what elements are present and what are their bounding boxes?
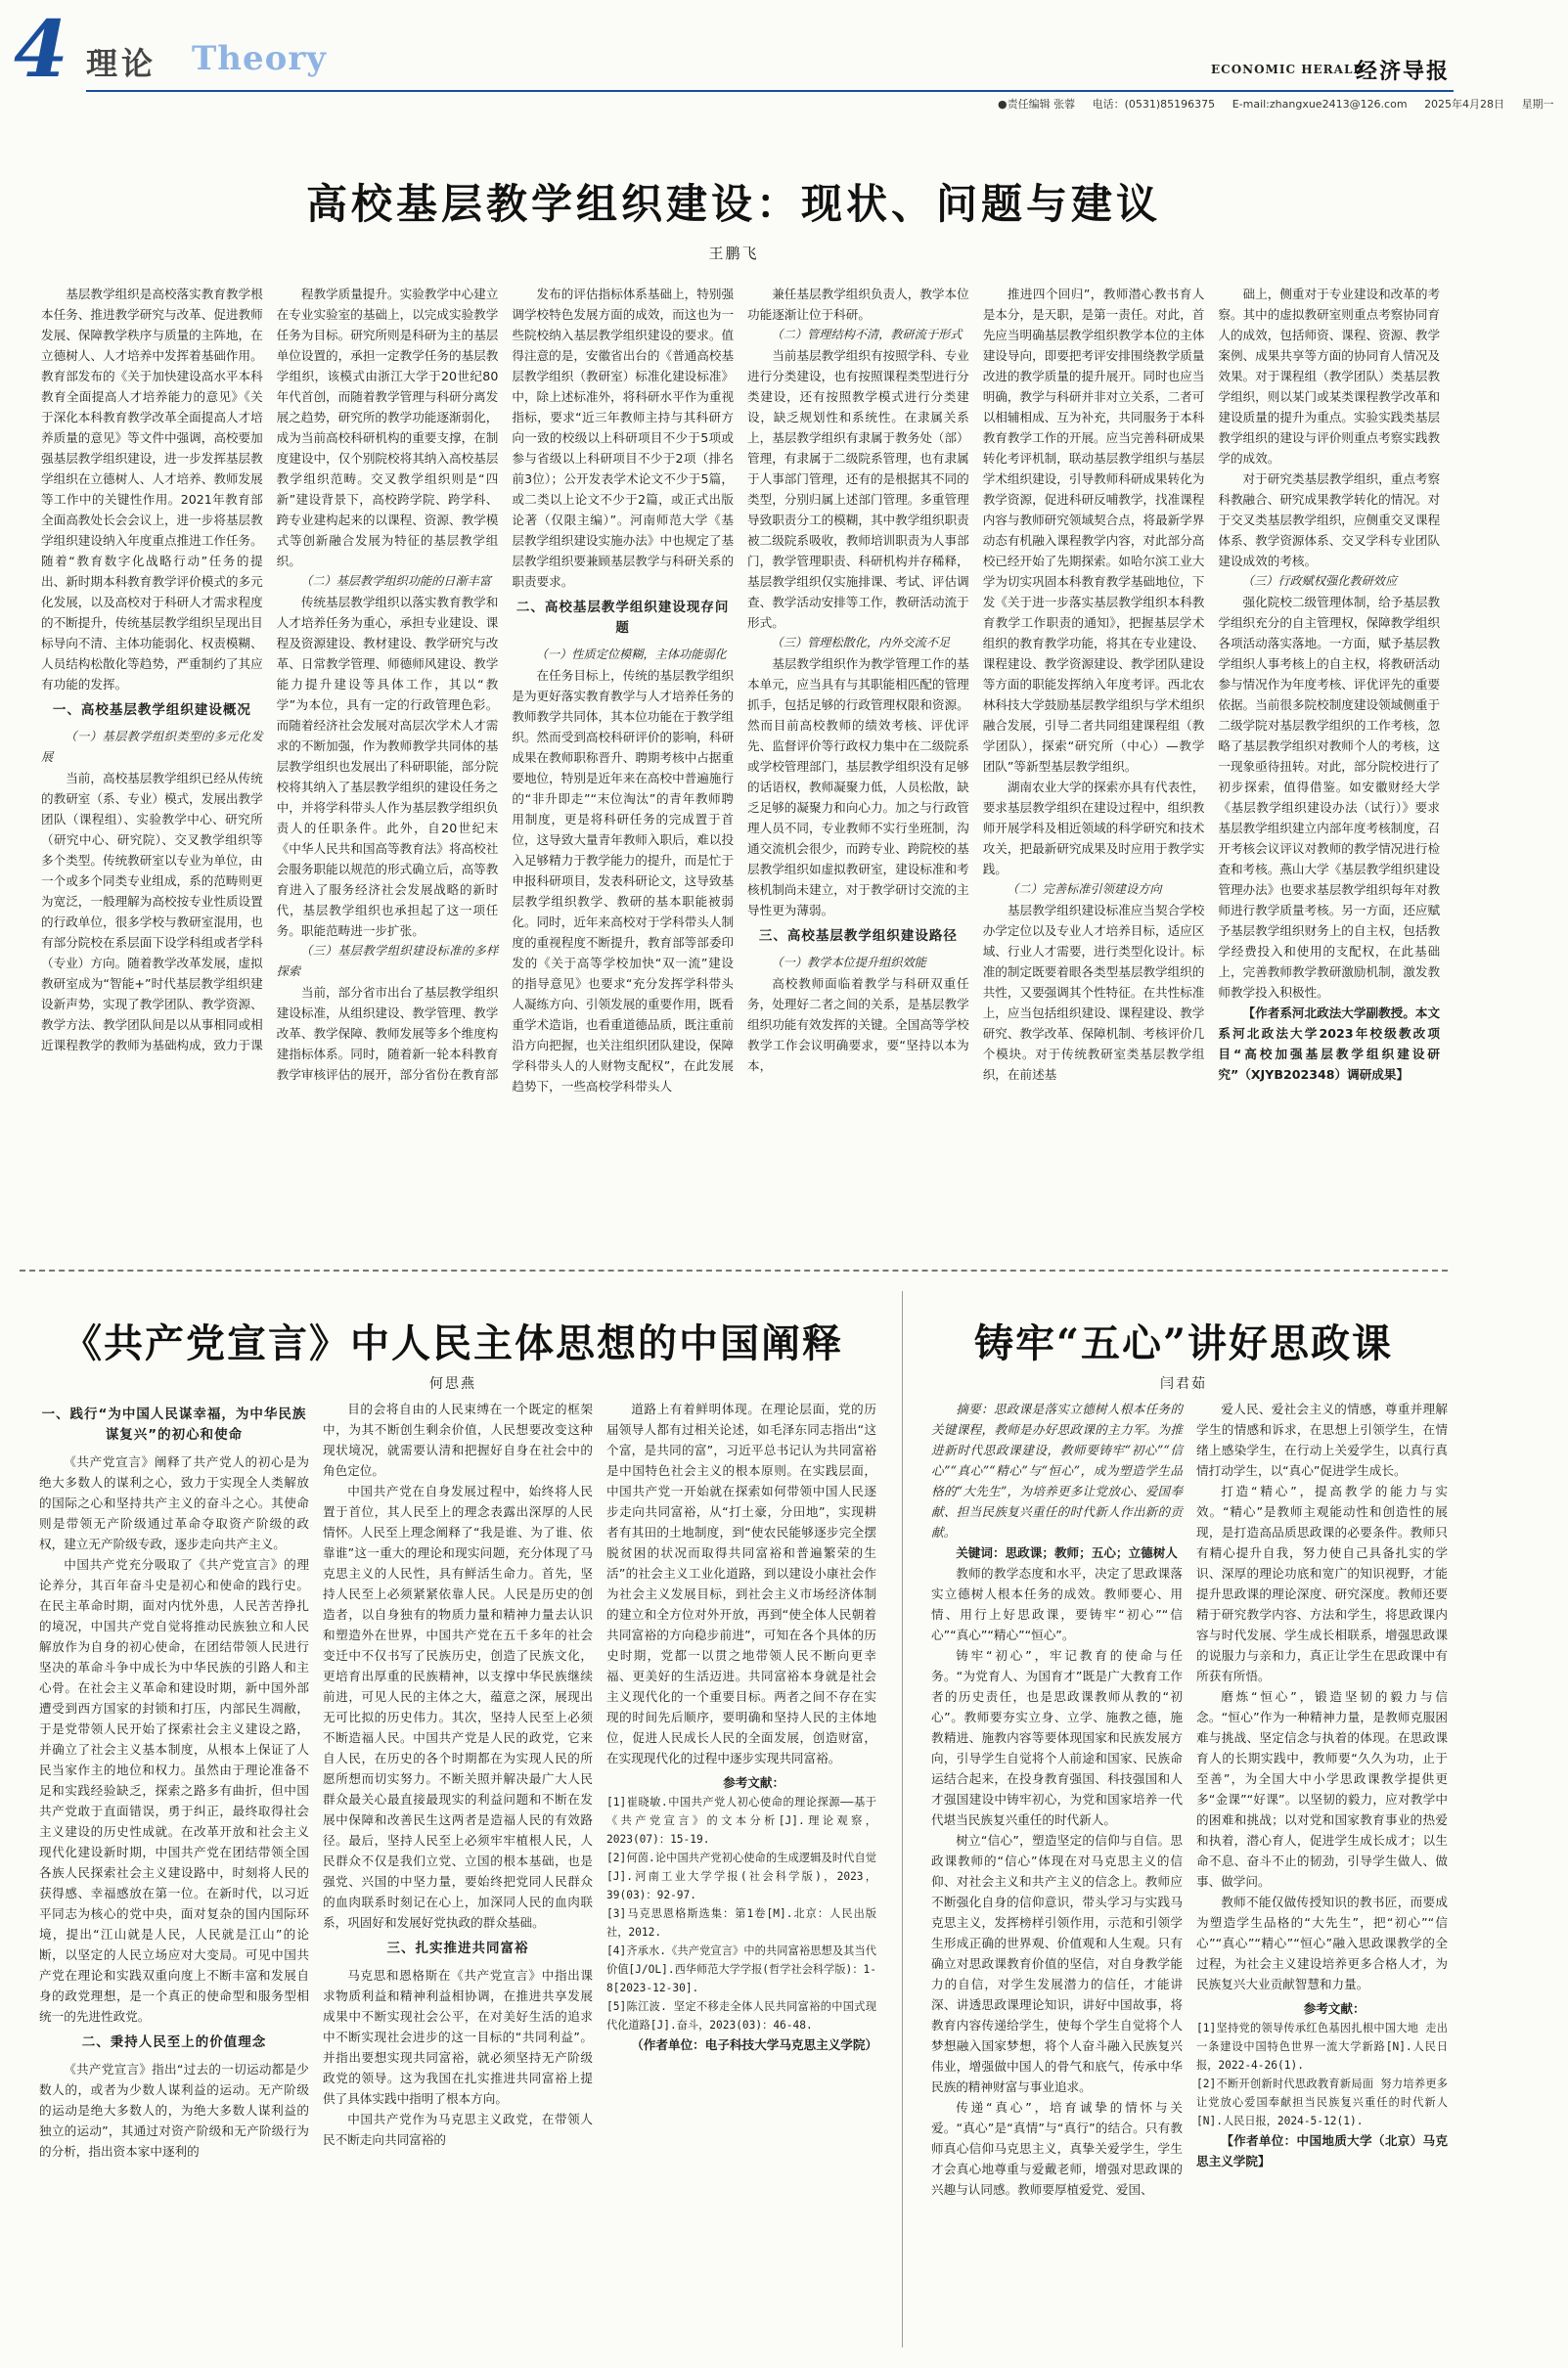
masthead-rule — [86, 90, 1454, 92]
paragraph: 当前，部分省市出台了基层教学组织建设标准，从组织建设、教学管理、教学改革、教学保障、教师发展等多个维度构建指标体系。同时，随着新一轮本科教育教学审核评估的展开，部分省份在教育部 — [276, 985, 499, 1082]
section-heading: 三、扎实推进共同富裕 — [386, 1941, 529, 1956]
section-title-zh: 理论 — [86, 45, 157, 82]
subsection-heading: （二）基层教学组织功能的日渐丰富 — [300, 574, 492, 588]
paragraph: 高校教师面临着教学与科研双重任务，处理好二者之间的关系，是基层教学组织功能有效发挥的关键。全国高等学校教学工作会议明确要求，要“坚持以本为本， — [747, 976, 969, 1073]
paragraph: 程教学质量提升。实验教学中心建立在专业实验室的基础上，以完成实验教学任务为目标。研究所则是科研为主的基层单位设置的，承担一定教学任务的基层教学组织，该模式由浙江大学于20世纪80年代首创，而随着教学管理与科研分离发展之趋势，研究所的教学功能逐渐弱化，成为当前高校科研机构的重要支撑，在制度建设中，仅个别院校将其纳入高校基层教学组织范畴。交叉教学组织则是“四新”建设背景下，高校跨学院、跨学科、跨专业建构起来的以课程、资源、教学模式等创新融合发展为特征的基层教学组织。 — [276, 287, 499, 568]
subsection-heading: （二）管理结构不清，教研流于形式 — [771, 328, 963, 341]
section-heading: 一、践行“为中国人民谋幸福，为中华民族谋复兴”的初心和使命 — [41, 1407, 307, 1443]
paragraph: 湖南农业大学的探索亦具有代表性，要求基层教学组织在建设过程中，组织教师开展学科及相近领域的科学研究和技术攻关，把最新研究成果及时应用于教学实践。 — [982, 780, 1205, 876]
text-column — [41, 284, 263, 1248]
subsection-heading: （二）完善标准引领建设方向 — [1007, 882, 1162, 896]
column-separator — [902, 1291, 903, 2347]
paragraph: 教师不能仅做传授知识的教书匠，而要成为塑造学生品格的“大先生”，把“初心”“信心”“真心”“精心”“恒心”融入思政课教学的全过程，为社会主义建设培养更多合格人才，为民族复兴大业贡献智慧和力量。 — [1196, 1895, 1448, 1991]
paragraph: 中国共产党在自身发展过程中，始终将人民置于首位，其人民至上的理念表露出深厚的人民情怀。人民至上理念阐释了“我是谁、为了谁、依靠谁”这一重大的理论和现实问题，充分体现了马克思主义的人民性，具有鲜活生命力。首先，坚持人民至上必须紧紧依靠人民。人民是历史的创造者，以自身独有的物质力量和精神力量去认识和塑造外在世界，中国共产党在五千多年的社会变迁中不仅书写了民族历史，创造了民族文化，更培育出厚重的民族精神，以支撑中华民族继续前进，可见人民的主体之大，蕴意之深，展现出无可比拟的历史伟力。其次，坚持人民至上必须不断造福人民。中国共产党是人民的政党，它来自人民，在历史的各个时期都在为实现人民的所愿所想而切实努力。不断关照并解决最广大人民群众最关心最直接最现实的利益问题和不断在发展中保障和改善民生这两者是造福人民的有效路径。最后，坚持人民至上必须牢牢植根人民，人民群众不仅是我们立党、立国的根本基础，也是强党、兴国的中坚力量，要始终把党同人民群众的血肉联系时刻记在心上，加深同人民的血肉联系，巩固好和发展好党执政的群众基础。 — [323, 1484, 593, 1930]
reference-item: [2]何茵.论中国共产党初心使命的生成逻辑及时代自觉[J].河南工业大学学报(社会科学版)，2023，39(03)：92-97. — [606, 1852, 876, 1901]
paragraph: 兼任基层教学组织负责人，教学本位功能逐渐让位于科研。 — [747, 287, 969, 322]
section-divider — [20, 1270, 1448, 1272]
text-column — [323, 1399, 593, 2344]
article-author: 何思燕 — [429, 1376, 476, 1392]
text-column — [277, 284, 499, 1248]
article-title: 《共产党宣言》中人民主体思想的中国阐释 — [63, 1320, 843, 1366]
newspaper-name-zh: 经济导报 — [1356, 60, 1451, 84]
article-author: 王鹏飞 — [708, 245, 759, 262]
paragraph: 在任务目标上，传统的基层教学组织是为更好落实教育教学与人才培养任务的教师教学共同体，其本位功能在于教学组织。然而受到高校科研评价的影响，科研成果在教师职称晋升、聘期考核中占据重要地位，特别是近年来在高校中普遍施行的“非升即走”“末位淘汰”的青年教师聘用制度，更是将科研任务的完成置于首位，这导致大量青年教师入职后，难以投入足够精力于教学能力的提升，而是忙于申报科研项目，发表科研论文，这导致基层教学组织教学、教研的基本职能被弱化。同时，近年来高校对于学科带头人制度的重视程度不断提升，教育部等部委印发的《关于高等学校加快“双一流”建设的指导意见》也要求“充分发挥学科带头人凝练方向、引领发展的重要作用，既看重学术造诣，也看重道德品质，既注重前沿方向把握，也关注组织团队建设，保障学科带头人的人财物支配权”，在此发展趋势下，一些高校学科带头人 — [512, 668, 735, 1094]
section-heading: 三、高校基层教学组织建设路径 — [758, 928, 958, 944]
paragraph: 道路上有着鲜明体现。在理论层面，党的历届领导人都有过相关论述，如毛泽东同志指出“这个富，是共同的富”，习近平总书记认为共同富裕是中国特色社会主义的根本原则。在实践层面，中国共产党一开始就在探索如何带领中国人民逐步走向共同富裕，从“打土豪，分田地”，实现耕者有其田的土地制度，到“使农民能够逐步完全摆脱贫困的状况而取得共同富裕和普遍繁荣的生活”的社会主义工业化道路，到以建设小康社会作为社会主义发展目标，到社会主义市场经济体制的建立和全方位对外开放，再到“使全体人民朝着共同富裕的方向稳步前进”，可知在各个具体的历史时期，党都一以贯之地带领人民不断向更幸福、更美好的生活迈进。共同富裕本身就是社会主义现代化的一个重要目标。两者之间不存在实现的时间先后顺序，要明确和坚持人民的主体地位，促进人民成长人民的全面发展，创造财富，在实现现代化的过程中逐步实现共同富裕。 — [606, 1402, 876, 1765]
text-column — [1218, 284, 1440, 1248]
paragraph: 强化院校二级管理体制，给予基层教学组织充分的自主管理权，保障教学组织各项活动落实落地。一方面，赋予基层教学组织人事考核上的自主权，将教研活动参与情况作为年度考核、评优评先的重要依据。当前很多院校制度建设领域侧重于二级学院对基层教学组织的工作考核，忽略了基层教学组织对教师个人的考核，这一现象亟待扭转。对此，部分院校进行了初步探索，值得借鉴。如安徽财经大学《基层教学组织建设办法（试行）》要求基层教学组织建立内部年度考核制度，召开考核会议评议对教师的教学情况进行检查和考核。燕山大学《基层教学组织建设管理办法》也要求基层教学组织每年对教师进行教学质量考核。另一方面，还应赋予基层教学组织财务上的自主权，包括教学经费投入和使用的支配权，在此基础上，完善教师教学教研激励机制，激发教师教学投入积极性。 — [1218, 595, 1441, 1000]
subsection-heading: （一）教学本位提升组织效能 — [771, 956, 926, 969]
section-heading: 二、高校基层教学组织建设现存问题 — [515, 600, 730, 636]
reference-item: [1]崔晓敏.中国共产党人初心使命的理论探源——基于《共产党宣言》的文本分析[J].理论观察，2023(07)：15-19. — [606, 1796, 876, 1846]
keywords: 关键词：思政课；教师；五心；立德树人 — [956, 1545, 1178, 1560]
paragraph: 发布的评估指标体系基础上，特别强调学校特色发展方面的成效，而这也为一些院校纳入基层教学组织建设的要求。值得注意的是，安徽省出台的《普通高校基层教学组织（教研室）标准化建设标准》中，除上述标准外，将科研水平作为重视指标，要求“近三年教师主持与其科研方向一致的校级以上科研项目不少于5项或参与省级以上科研项目不少于2项（排名前3位）；公开发表学术论文不少于5篇，或二类以上论文不少于2篇，或正式出版论著（仅限主编）”。河南师范大学《基层教学组织建设实施办法》中也规定了基层教学组织要兼顾基层教学与科研关系的职责要求。 — [512, 287, 735, 589]
paragraph: 传递“真心”，培育诚挚的情怀与关爱。“真心”是“真情”与“真行”的结合。只有教师真心信仰马克思主义，真挚关爱学生，学生才会真心地尊重与爱戴老师，增强对思政课的兴趣与认同感。教师要厚植爱党、爱国、 — [931, 2100, 1183, 2197]
masthead — [0, 0, 1554, 111]
section-heading: 一、高校基层教学组织建设概况 — [52, 702, 251, 718]
reference-item: [5]陈江波. 坚定不移走全体人民共同富裕的中国式现代化道路[J].奋斗，2023(03)：46-48. — [606, 2000, 876, 2032]
text-column — [606, 1399, 876, 2344]
article-title: 高校基层教学组织建设：现状、问题与建议 — [305, 180, 1161, 228]
paragraph: 马克思和恩格斯在《共产党宣言》中指出课求物质利益和精神利益相协调，在推进共享发展成果中不断实现社会公平，在对美好生活的追求中不断实现社会进步的这一目标的“共同利益”。并指出要想实现共同富裕，就必须坚持无产阶级政党的领导。这为我国在扎实推进共同富裕上提供了具体实践中指明了根本方向。 — [323, 1968, 593, 2106]
reference-item: [4]齐承水.《共产党宣言》中的共同富裕思想及其当代价值[J/OL].西华师范大学学报(哲学社会科学版)：1-8[2023-12-30]. — [606, 1944, 876, 1994]
paragraph: 教师的教学态度和水平，决定了思政课落实立德树人根本任务的成效。教师要心、用情、用行上好思政课，要铸牢“初心”“信心”“真心”“精心”“恒心”。 — [931, 1566, 1183, 1642]
article-body — [931, 1399, 1448, 2344]
section-title-en: Theory — [192, 39, 327, 78]
paragraph: 打造“精心”，提高教学的能力与实效。“精心”是教师主观能动性和创造性的展现，是打造高品质思政课的必要条件。教师只有精心提升自我，努力使自己具备扎实的学识、深厚的理论功底和宽广的知识视野，才能提升思政课的理论深度、研究深度。教师还要精于研究教学内容、方法和学生，将思政课内容与时代发展、学生成长相联系，增强思政课的说服力与亲和力，真正让学生在思政课中有所获有所悟。 — [1196, 1484, 1448, 1683]
subsection-heading: （一）性质定位模糊，主体功能弱化 — [535, 648, 727, 661]
author-affiliation: 【作者单位：中国地质大学（北京）马克思主义学院】 — [1196, 2133, 1448, 2168]
subsection-heading: （三）管理松散化，内外交流不足 — [771, 636, 951, 649]
article-body — [39, 1399, 876, 2344]
paragraph: 推进四个回归”，教师潜心教书育人是本分，是天职，是第一责任。对此，首先应当明确基层教学组织教学本位的主体建设导向，即要把考评安排围绕教学质量改进的教学质量的提升展开。同时也应当明确，教学与科研并非对立关系，二者可以相辅相成、互为补充，共同服务于本科教育教学工作的开展。应当完善科研成果转化考评机制，联动基层教学组织与基层学术组织建设，引导教师科研成果转化为教学资源，促进科研反哺教学，找准课程内容与教师研究领域契合点，将最新学界动态有机融入课程教学内容，对此部分高校已经开始了先期探索。如哈尔滨工业大学为切实巩固本科教育教学基础地位，下发《关于进一步落实基层教学组织本科教育教学工作职责的通知》，把握基层学术组织的教育教学功能，将其在专业建设、课程建设、教学资源建设、教学团队建设等方面的职能发挥纳入年度考评。西北农林科技大学鼓励基层教学组织与学术组织融合发展，引导二者共同组建课程组（教学团队），探索“研究所（中心）—教学团队”等新型基层教学组织。 — [982, 287, 1205, 774]
paragraph: 对于研究类基层教学组织，重点考察科教融合、研究成果教学转化的情况。对于交叉类基层教学组织，应侧重交叉课程体系、教学资源体系、交叉学科专业团队建设成效的考核。 — [1218, 471, 1441, 568]
paragraph: 中国共产党作为马克思主义政党，在带领人民不断走向共同富裕的 — [323, 2112, 593, 2147]
references-heading: 参考文献： — [723, 1775, 785, 1790]
paragraph: 基层教学组织建设标准应当契合学校办学定位以及专业人才培养目标，适应区域、行业人才需要，进行类型化设计。标准的制定既要着眼各类型基层教学组织的共性，又要强调其个性特征。在共性标准上，应当包括组织建设、课程建设、教学研究、教学改革、保障机制、考核评价几个模块。对于传统教研室类基层教学组织，在前述基 — [982, 903, 1205, 1082]
issue-date: 2025年4月28日 — [1424, 98, 1505, 111]
paragraph: 基层教学组织作为教学管理工作的基本单元，应当具有与其职能相匹配的管理抓手，包括足够的行政管理权限和资源。然而目前高校教师的绩效考核、评优评先、监督评价等行政权力集中在二级院系或学校管理部门，基层教学组织没有足够的话语权，教师凝聚力低，人员松散，缺乏足够的凝聚力和向心力。加之与行政管理人员不同，专业教师不实行坐班制，沟通交流机会很少，而跨专业、跨院校的基层教学组织如虚拟教研室，建设标准和考核机制尚未建立，对于教学研讨交流的主导性更为薄弱。 — [747, 656, 969, 917]
text-column — [931, 1399, 1183, 2344]
text-column — [39, 1399, 309, 2344]
email-info: E-mail:zhangxue2413@126.com — [1232, 98, 1408, 111]
issue-weekday: 星期一 — [1521, 98, 1554, 111]
phone-info: 电话：(0531)85196375 — [1092, 98, 1216, 111]
paragraph: 《共产党宣言》阐释了共产党人的初心是为绝大多数人的谋利之心，致力于实现全人类解放的国际之心和坚持共产主义的奋斗之心。其使命则是带领无产阶级通过革命夺取资产阶级的政权，建立无产阶级专政，逐步走向共产主义。 — [39, 1454, 309, 1551]
text-column — [983, 284, 1205, 1248]
text-column — [512, 284, 734, 1248]
paragraph: 磨炼“恒心”，锻造坚韧的毅力与信念。“恒心”作为一种精神力量，是教师克服困难与挑战、坚定信念与执着的体现。在思政课育人的长期实践中，教师要“久久为功，止于至善”，为全国大中小学思政课教学提供更多“金课”“好课”。以坚韧的毅力，应对教学中的困难和挑战；以对党和国家教育事业的热爱和执着，潜心育人，促进学生成长成才；以生命不息、奋斗不止的韧劲，引导学生做人、做事、做学问。 — [1196, 1689, 1448, 1889]
paragraph: 传统基层教学组织以落实教育教学和人才培养任务为重心，承担专业建设、课程及资源建设、教材建设、教学研究与改革、日常教学管理、师德师风建设、教学能力提升建设等具体工作，其以“教学”为本位，具有一定的行政管理色彩。而随着经济社会发展对高层次学术人才需求的不断加强，作为教师教学共同体的基层教学组织也发展出了科研职能，部分院校将其纳入了基层教学组织的建设任务之中，并将学科带头人作为基层教学组织负责人的任职条件。此外，自20世纪末《中华人民共和国高等教育法》将高校社会服务职能以规范的形式确立后，高等教育进入了服务经济社会发展战略的新时代，基层教学组织也承担起了这一项任务。职能范畴进一步扩张。 — [276, 595, 499, 938]
article-title: 铸牢“五心”讲好思政课 — [973, 1320, 1393, 1366]
reference-item: [3]马克思恩格斯选集：第1卷[M].北京：人民出版社，2012. — [606, 1907, 876, 1939]
subsection-heading: （三）行政赋权强化教研效应 — [1241, 574, 1398, 588]
subsection-heading: （三）基层教学组织建设标准的多样探索 — [276, 944, 499, 978]
author-note: 【作者系河北政法大学副教授。本文系河北政法大学2023年校级教改项目“高校加强基层教学组织建设研究”（XJYB202348）调研成果】 — [1218, 1005, 1441, 1082]
editor-info: ●责任编辑 张蓉 — [998, 98, 1076, 111]
newspaper-name-en: ECONOMIC HERALD — [1211, 63, 1365, 76]
paragraph: 础上，侧重对于专业建设和改革的考察。其中的虚拟教研室则重点考察协同育人的成效，包括师资、课程、资源、教学案例、成果共享等方面的协同育人情况及效果。对于课程组（教学团队）类基层教学组织，则以某门或某类课程教学改革和建设质量的提升为重点。实验实践类基层教学组织的建设与评价则重点考察实践教学的成效。 — [1218, 287, 1441, 466]
paragraph: 当前，高校基层教学组织已经从传统的教研室（系、专业）模式，发展出教学团队（课程组）、实验教学中心、研究所（研究中心、研究院）、交叉教学组织等多个类型。传统教研室以专业为单位，由一个或多个同类专业组成，系的范畴则更为宽泛，一般理解为高校按专业性质设置的行政单位，很多学校与教研室混用，也有部分院校在系层面下设学科组或者学科（专业）方向。随着教学改革发展，虚拟教研室成为“智能+”时代基层教学组织建设新声势，实现了教学团队、教学资源、教学方法、教学团队间是以从事相同或相近课程教学的教师为基础构成，致力于课 — [41, 771, 263, 1052]
text-column — [747, 284, 969, 1248]
text-column — [1196, 1399, 1448, 2344]
paragraph: 中国共产党充分吸取了《共产党宣言》的理论养分，其百年奋斗史是初心和使命的践行史。在民主革命时期，面对内忧外患，人民苦苦挣扎的境况，中国共产党自觉将推动民族独立和人民解放作为自身的初心使命，在团结带领人民进行坚决的革命斗争中成长为中华民族的引路人和主心骨。在社会主义革命和建设时期，新中国外部遭受到西方国家的封锁和打压，内部民生凋敝，于是党带领人民开始了探索社会主义建设之路，并确立了社会主义基本制度，从根本上保证了人民当家作主的地位和权力。虽然由于理论准备不足和实践经验缺乏，探索之路多有曲折，但中国共产党敢于直面错误，勇于纠正，最终取得社会主义建设的历史性成就。在改革开放和社会主义现代化建设新时期，中国共产党在团结带领全国各族人民探索社会主义建设路中，时刻将人民的获得感、幸福感放在第一位。在新时代，以习近平同志为核心的党中央，面对复杂的国内国际环境，提出“江山就是人民，人民就是江山”的论断，以坚定的人民立场应对大变局。可见中国共产党在理论和实践双重向度上不断丰富和发展自身的政党理想，是一个真正的使命型和服务型相统一的先进性政党。 — [39, 1557, 309, 2024]
paragraph: 《共产党宣言》指出“过去的一切运动都是少数人的，或者为少数人谋利益的运动。无产阶级的运动是绝大多数人的，为绝大多数人谋利益的独立的运动”，其通过对资产阶级和无产阶级行为的分析，指出资本家中逐利的 — [39, 2062, 309, 2159]
page-number: 4 — [14, 3, 68, 95]
references-heading: 参考文献： — [1303, 2001, 1366, 2016]
paragraph: 基层教学组织是高校落实教育教学根本任务、推进教学研究与改革、促进教师发展、保障教学秩序与质量的主阵地，在立德树人、人才培养中发挥着基础作用。教育部发布的《关于加快建设高水平本科教育全面提高人才培养能力的意见》《关于深化本科教育教学改革全面提高人才培养质量的意见》等文件中强调，高校要加强基层教学组织建设，进一步发挥基层教学组织在立德树人、人才培养、教师发展等工作中的关键性作用。2021年教育部全面高教处长会会议上，进一步将基层教学组织建设纳入年度重点推进工作任务。随着“教育数字化战略行动”任务的提出、新时期本科教育教学评价模式的多元化发展，以及高校对于科研人才需求程度的不断提升，传统基层教学组织呈现出目标导向不清、主体功能弱化、权责模糊、人员结构松散化等趋势，严重制约了其应有功能的发挥。 — [41, 287, 263, 692]
subsection-heading: （一）基层教学组织类型的多元化发展 — [41, 730, 263, 764]
paragraph: 爱人民、爱社会主义的情感，尊重并理解学生的情感和诉求，在思想上引领学生，在情绪上感染学生，在行动上关爱学生，以真行真情打动学生，以“真心”促进学生成长。 — [1196, 1402, 1448, 1478]
author-affiliation: （作者单位：电子科技大学马克思主义学院） — [631, 2037, 878, 2052]
article-body — [41, 284, 1440, 1248]
article-author: 闫君茹 — [1160, 1376, 1207, 1392]
paragraph: 铸牢“初心”，牢记教育的使命与任务。“为党育人、为国育才”既是广大教育工作者的历史责任，也是思政课教师从教的“初心”。教师要夯实立身、立学、施教之德，施教精进、施教内容等要体现国家和民族发展方向，引导学生自觉将个人前途和国家、民族命运结合起来，在投身教育强国、科技强国和人才强国建设中铸牢初心，为党和国家培养一代代堪当民族复兴重任的时代新人。 — [931, 1648, 1183, 1827]
page-info-line — [998, 96, 1568, 112]
paragraph: 树立“信心”，塑造坚定的信仰与自信。思政课教师的“信心”体现在对马克思主义的信仰、对社会主义和共产主义的信念上。教师应不断强化自身的信仰意识，带头学习与实践马克思主义，发挥榜样引领作用，示范和引领学生形成正确的世界观、价值观和人生观。只有确立对思政课教育价值的坚信，对自身教学能力的自信，对学生发展潜力的信任，才能讲深、讲透思政课理论知识，讲好中国故事，将教育内容传递给学生，使每个学生自觉将个人梦想融入国家梦想，将个人奋斗融入民族复兴伟业，增强做中国人的骨气和底气，传承中华民族的精神财富与事业追求。 — [931, 1833, 1183, 2094]
reference-item: [2]不断开创新时代思政教育新局面 努力培养更多让党放心爱国奉献担当民族复兴重任的时代新人[N].人民日报，2024-5-12(1). — [1196, 2078, 1448, 2127]
reference-item: [1]坚持党的领导传承红色基因扎根中国大地 走出一条建设中国特色世界一流大学新路[N].人民日报，2022-4-26(1). — [1196, 2022, 1448, 2072]
section-heading: 二、秉持人民至上的价值理念 — [81, 2034, 267, 2050]
abstract: 摘要：思政课是落实立德树人根本任务的关键课程，教师是办好思政课的主力军。为推进新时代思政课建设，教师要铸牢“初心”“信心”“真心”“精心”与“恒心”，成为塑造学生品格的“大先生”，为培养更多让党放心、爱国奉献、担当民族复兴重任的时代新人作出新的贡献。 — [931, 1402, 1183, 1540]
paragraph: 当前基层教学组织有按照学科、专业进行分类建设，也有按照课程类型进行分类建设，还有按照教学模式进行分类建设，缺乏规划性和系统性。在隶属关系上，基层教学组织有隶属于教务处（部）管理，有隶属于二级院系管理，也有隶属于人事部门管理，还有的是根据其不同的类型，分别归属上述部门管理。多重管理导致职责分工的模糊，其中教学组织职责被二级院系吸收，教师培训职责为人事部门，教学管理职责、科研机构并存稀释，基层教学组织仅实施排课、考试、评估调查、教学活动安排等工作，教研活动流于形式。 — [747, 348, 969, 630]
paragraph: 目的会将自由的人民束缚在一个既定的框架中，为其不断创生剩余价值，人民想要改变这种现状境况，就需要认清和把握好自身在社会中的角色定位。 — [323, 1402, 593, 1478]
